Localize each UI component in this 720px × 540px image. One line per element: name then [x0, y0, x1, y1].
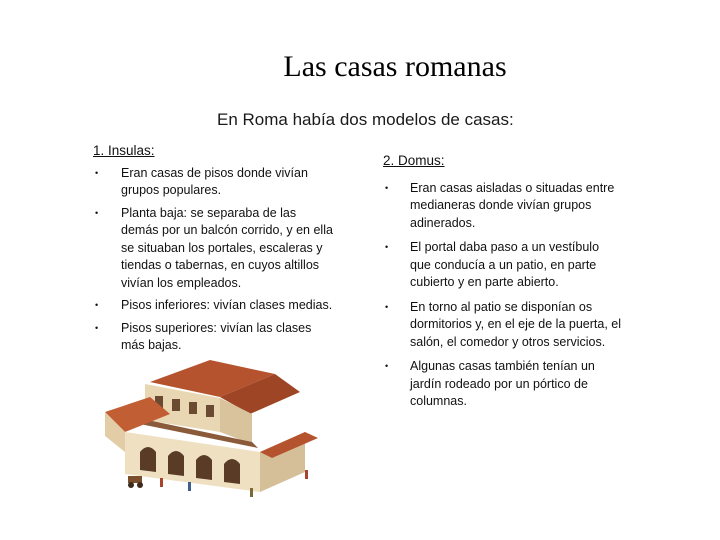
list-item-text: Pisos superiores: vivían las clases más bajas. [121, 320, 312, 352]
list-item [93, 297, 333, 315]
domus-list [383, 180, 623, 411]
bullet-icon: • [95, 167, 99, 178]
insulas-heading: 1. Insulas: [93, 143, 155, 158]
bullet-icon: • [385, 301, 389, 312]
list-item [383, 299, 623, 352]
insulas-list [93, 165, 333, 355]
list-item-text: Eran casas de pisos donde vivían grupos populares. [121, 165, 308, 197]
slide-title: Las casas romanas [283, 50, 507, 83]
domus-heading: 2. Domus: [383, 153, 445, 168]
bullet-icon: • [95, 322, 99, 333]
list-item-text: Algunas casas también tenían un jardín rodeado por un pórtico de columnas. [410, 359, 595, 408]
list-item [93, 165, 333, 200]
bullet-icon: • [385, 242, 389, 252]
bullet-icon: • [385, 182, 389, 193]
list-item-text: El portal daba paso a un vestíbulo que conducía a un patio, en parte cubierto y en parte abierto. [410, 240, 600, 289]
list-item-text: En torno al patio se disponían os dormitorios y, en el eje de la puerta, el salón, el comedor y otros servicios. [410, 299, 621, 349]
list-item [383, 358, 623, 411]
bullet-icon: • [385, 361, 389, 371]
insulas-section [93, 142, 333, 360]
list-item [383, 180, 623, 233]
list-item [93, 205, 333, 293]
domus-section [383, 152, 623, 418]
bullet-icon: • [95, 207, 99, 218]
list-item [383, 239, 623, 292]
list-item-text: Planta baja: se separaba de las demás por un balcón corrido, y en ella se situaban los portales, escaleras y tiendas o tabernas, en cuyos altillos vivían los empleados. [121, 205, 333, 290]
bullet-icon: • [95, 300, 99, 310]
slide-subtitle: En Roma había dos modelos de casas: [217, 110, 514, 129]
roman-insula-illustration [100, 352, 324, 502]
list-item-text: Eran casas aisladas o situadas entre medianeras donde vivían grupos adinerados. [410, 180, 615, 230]
list-item [93, 320, 333, 355]
list-item-text: Pisos inferiores: vivían clases medias. [121, 298, 333, 312]
